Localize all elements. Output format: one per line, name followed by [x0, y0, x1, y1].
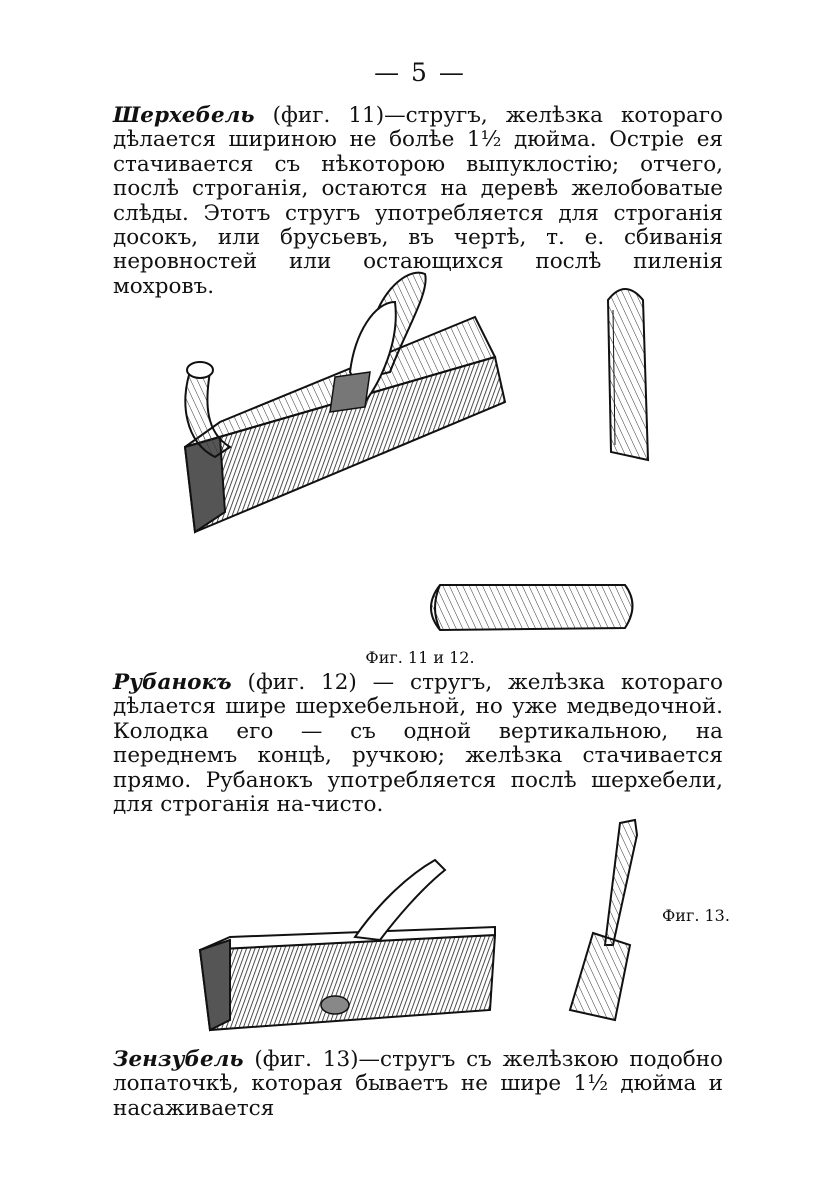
term-sherhebel: Шерхебель: [113, 103, 255, 128]
page-number: — 5 —: [374, 58, 466, 87]
paragraph-zenzubel: [113, 1048, 723, 1121]
blade-illustration-fig13: [565, 815, 650, 1030]
figure-caption-11-12: Фиг. 11 и 12.: [365, 648, 475, 667]
term-rubanok: Рубанокъ: [113, 670, 232, 695]
blade-illustration-fig11: [603, 280, 653, 465]
paragraph-text: (фиг. 13)—стругъ съ желѣзкою подобно лопаточкѣ, которая бываетъ не шире 1½ дюйма и насаживается: [113, 1047, 723, 1121]
plane-illustration-fig11: [175, 262, 525, 547]
paragraph-text: (фиг. 11)—стругъ, желѣзка котораго дѣлается шириною не болѣе 1½ дюйма. Остріе ея стачивается съ нѣкоторою выпуклостію; отчего, послѣ строганія, остаются на деревѣ желобоватые слѣды. Этотъ стругъ употребляется для строганія досокъ, или брусьевъ, въ чертѣ, т. е. сбиванія неровностей или остающихся послѣ пиленія мохровъ.: [113, 103, 723, 299]
blade-illustration-fig12: [420, 580, 645, 635]
term-zenzubel: Зензубель: [113, 1047, 244, 1072]
paragraph-text: (фиг. 12) — стругъ, желѣзка котораго дѣлается шире шерхебельной, но уже медведочной. Колодка его — съ одной вертикальною, на переднемъ концѣ, ручкою; желѣзка стачивается прямо. Рубанокъ употребляется послѣ шерхебели, для строганія на-чисто.: [113, 670, 723, 818]
plane-illustration-fig13: [195, 855, 505, 1035]
paragraph-rubanok: [113, 671, 723, 817]
figure-caption-13: Фиг. 13.: [662, 906, 730, 925]
